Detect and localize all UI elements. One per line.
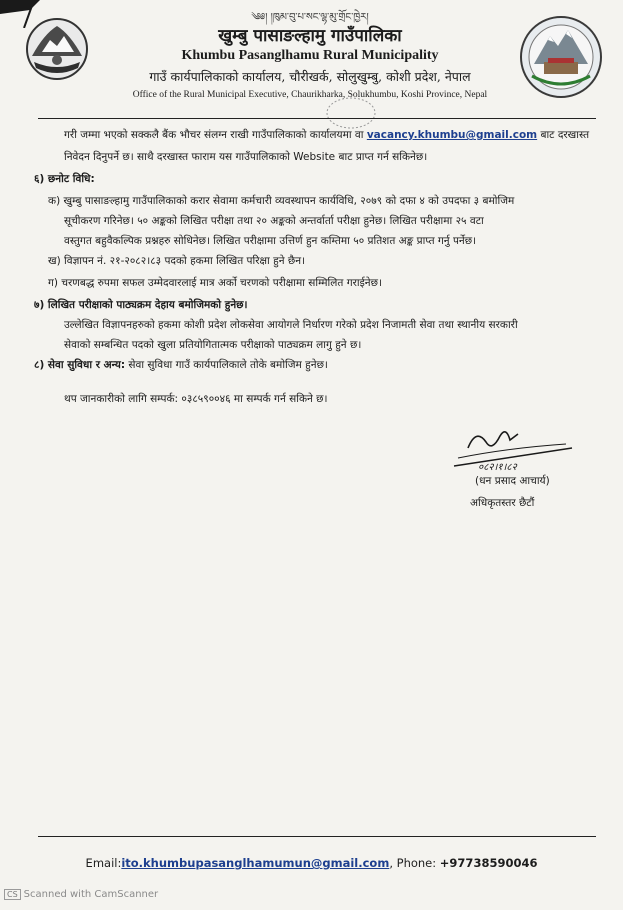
- header-title-nepali: खुम्बु पासाङल्हामु गाउँपालिका: [218, 26, 402, 46]
- municipality-logo: [518, 14, 604, 100]
- section-6-ka-line-3: वस्तुगत बहुवैकल्पिक प्रश्नहरु सोधिनेछ। लिखित परीक्षामा उत्तिर्ण हुन कम्तिमा ५० प्रतिशत अङ्क प्राप्त गर्नु पर्नेछ।: [64, 235, 477, 247]
- footer-contact: [0, 856, 623, 870]
- contact-line: थप जानकारीको लागि सम्पर्क: ०३८५९००४६ मा सम्पर्क गर्न सकिने छ।: [64, 393, 328, 405]
- section-7-line-1: उल्लेखित विज्ञापनहरुको हकमा कोशी प्रदेश लोकसेवा आयोगले निर्धारण गरेको प्रदेश निजामती सेवा तथा स्थानीय सरकारी: [64, 319, 518, 331]
- section-6-ga: ग) चरणबद्ध रुपमा सफल उम्मेदवारलाई मात्र अर्को चरणको परीक्षामा सम्मिलित गराईनेछ।: [48, 277, 382, 289]
- office-stamp: [325, 96, 377, 130]
- section-6-ka-line-1: क) खुम्बु पासाङल्हामु गाउँपालिकाको करार सेवामा कर्मचारी व्यवस्थापन कार्यविधि, २०७९ को दफा ४ को उपदफा ३ बमोजिम: [48, 195, 515, 207]
- section-7-line-2: सेवाको सम्बन्धित पदको खुला प्रतियोगितात्मक परीक्षाको पाठ्यक्रम लागु हुने छ।: [64, 339, 362, 351]
- header-divider: [38, 118, 596, 119]
- camscanner-watermark: [4, 889, 158, 900]
- section-6-kha: ख) विज्ञापन नं. २१-२०८२।८३ पदको हकमा लिखित परिक्षा हुने छैन।: [48, 255, 306, 267]
- camscanner-text: Scanned with CamScanner: [23, 889, 159, 900]
- nepal-emblem-logo: [24, 16, 90, 82]
- footer-phone: +97738590046: [439, 856, 538, 870]
- header-title-english: Khumbu Pasanglhamu Rural Municipality: [181, 48, 439, 63]
- section-6-heading: ६) छनोट विधि:: [34, 173, 95, 185]
- section-8-heading: ८) सेवा सुविधा र अन्य:: [34, 359, 126, 371]
- signatory-name: (धन प्रसाद आचार्य): [475, 475, 550, 487]
- section-7-heading: ७) लिखित परीक्षाको पाठ्यक्रम देहाय बमोजिमको हुनेछ।: [34, 299, 248, 311]
- footer-email-link[interactable]: ito.khumbupasanglhamumun@gmail.com: [121, 856, 390, 870]
- footer-divider: [38, 836, 596, 837]
- section-6-ka-line-2: सूचीकरण गरिनेछ। ५० अङ्कको लिखित परीक्षा तथा २० अङ्कको अन्तर्वार्ता परीक्षा हुनेछ। लिखित परीक्षामा २५ वटा: [64, 215, 484, 227]
- handwritten-signature: [448, 418, 578, 478]
- footer-phone-label: , Phone:: [389, 856, 440, 870]
- section-8-text: सेवा सुविधा गाउँ कार्यपालिकाले तोके बमोजिम हुनेछ।: [128, 359, 328, 371]
- intro-text-a: गरी जम्मा भएको सक्कलै बैंक भौचर संलग्न राखी गाउँपालिकाको कार्यालयमा वा: [64, 129, 364, 141]
- intro-line-1: [64, 128, 589, 142]
- signature-date: ०८२।१।८२: [478, 462, 517, 473]
- camscanner-badge: CS: [4, 889, 21, 900]
- footer-email-label: Email:: [85, 856, 122, 870]
- intro-text-b: बाट दरखास्त: [540, 129, 590, 141]
- header-office-english: Office of the Rural Municipal Executive, Chaurikharka, Solukhumbu, Koshi Province, Nepal: [132, 90, 488, 100]
- signatory-title: अधिकृतस्तर छैटौं: [470, 497, 535, 509]
- header-address-nepali: गाउँ कार्यपालिकाको कार्यालय, चौरीखर्क, सोलुखुम्बु, कोशी प्रदेश, नेपाल: [149, 69, 471, 84]
- intro-line-2: निवेदन दिनुपर्ने छ। साथै दरखास्त फाराम यस गाउँपालिकाको Website बाट प्राप्त गर्न सकिनेछ।: [64, 151, 428, 163]
- vacancy-email-link[interactable]: vacancy.khumbu@gmail.com: [366, 129, 538, 141]
- section-8: [34, 358, 328, 372]
- header-tibetan-line: ༄༅། །ཁུམ་བུ་པ་སང་ལྷ་མུ་གྲོང་ཁྱེར།: [251, 12, 369, 23]
